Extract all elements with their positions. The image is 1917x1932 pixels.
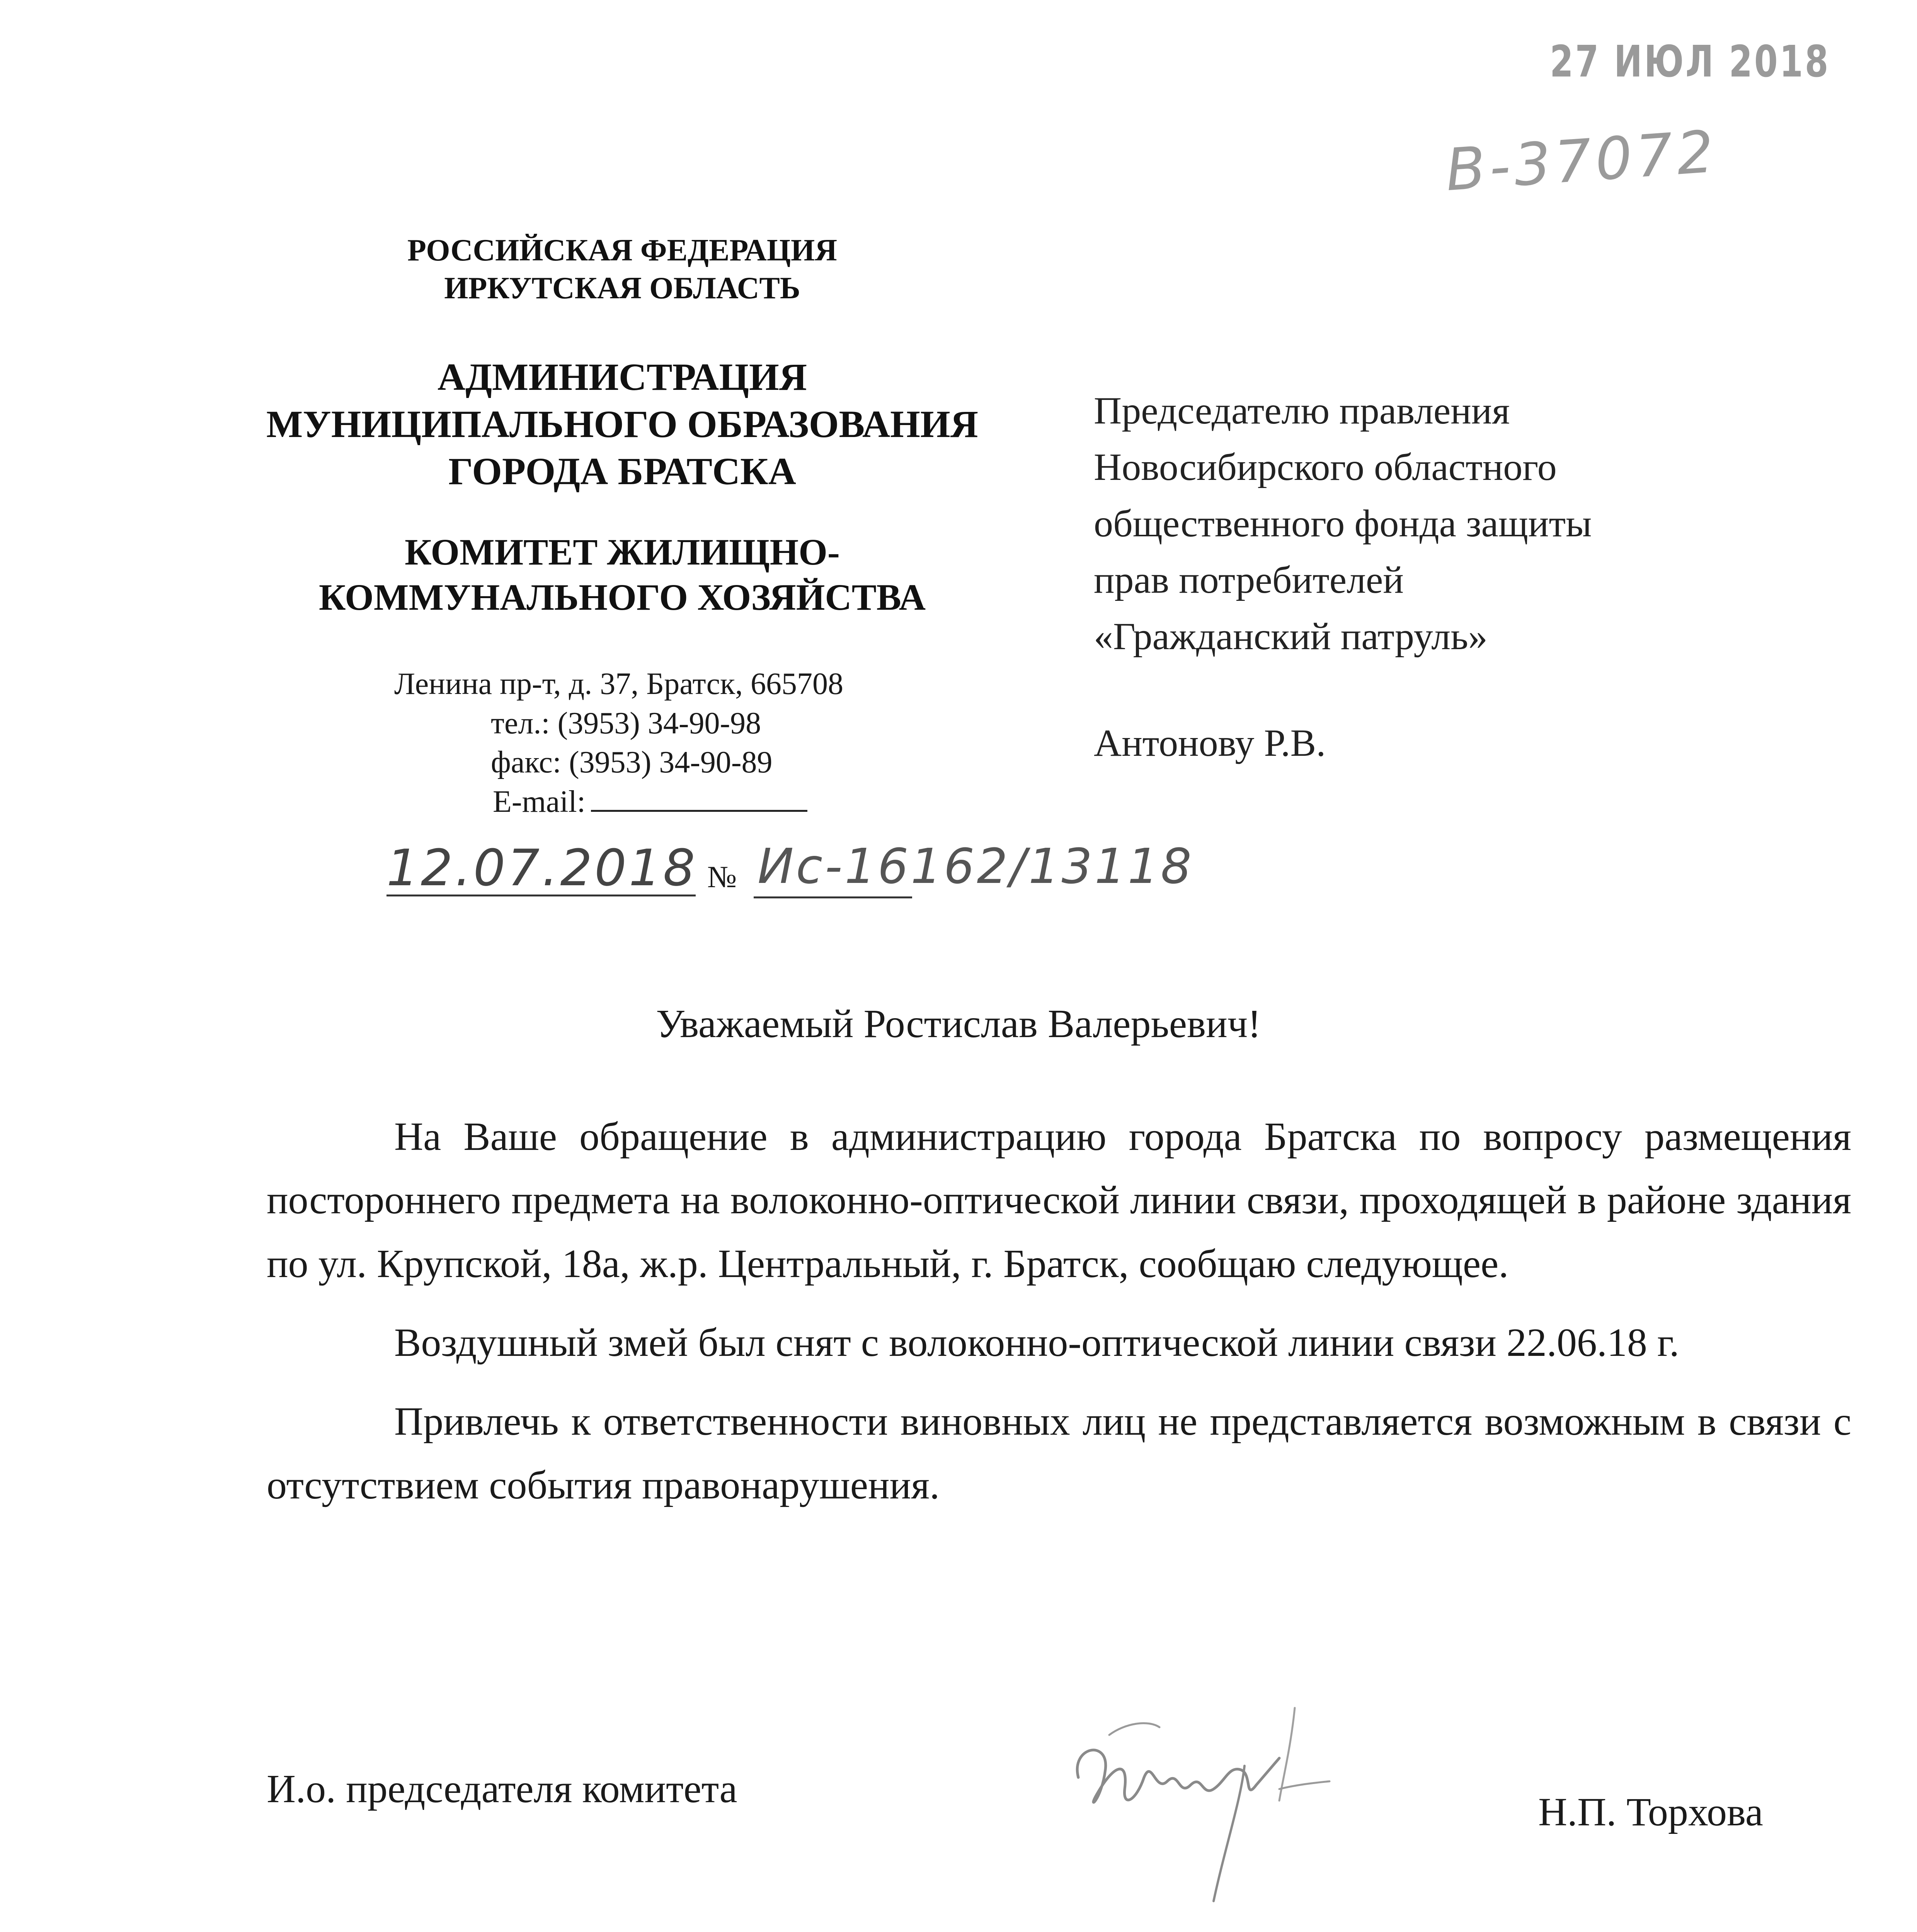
signatory-title: И.о. председателя комитета (267, 1767, 737, 1811)
document-date-handwritten: 12.07.2018 (386, 838, 698, 897)
letter-paragraph-2: Воздушный змей был снят с волоконно-оптической линии связи 22.06.18 г. (394, 1320, 1679, 1365)
letterhead-committee-line-2: КОММУНАЛЬНОГО ХОЗЯЙСТВА (318, 577, 926, 618)
letterhead-contacts (394, 665, 843, 821)
letterhead-committee-line-1: КОМИТЕТ ЖИЛИЩНО- (405, 531, 840, 573)
document-date-underline (386, 895, 696, 896)
recipient-block (1094, 383, 1592, 771)
contact-email-row (493, 782, 843, 822)
letter-paragraph-3: Привлечь к ответственности виновных лиц не представляется возможным в связи с отсутствием события правонарушения. (267, 1399, 1851, 1507)
document-number-label: № (707, 860, 737, 894)
recipient-line-1: Председателю правления (1094, 389, 1510, 432)
signatory-name: Н.П. Торхова (1538, 1790, 1763, 1834)
letterhead-administration (240, 354, 1005, 495)
letterhead-admin-line-2: МУНИЦИПАЛЬНОГО ОБРАЗОВАНИЯ (266, 403, 978, 446)
letterhead-committee (240, 529, 1005, 620)
recipient-line-3: общественного фонда защиты (1094, 502, 1592, 545)
contact-phone: тел.: (3953) 34-90-98 (491, 706, 761, 740)
letterhead-admin-line-3: ГОРОДА БРАТСКА (448, 450, 796, 493)
letter-body (267, 1105, 1851, 1532)
letterhead-country: РОССИЙСКАЯ ФЕДЕРАЦИЯ (407, 233, 838, 267)
registration-number-handwritten: В-37072 (1443, 118, 1720, 204)
letterhead-country-region (240, 232, 1005, 307)
letter-greeting: Уважаемый Ростислав Валерьевич! (656, 1002, 1261, 1046)
contact-fax: факс: (3953) 34-90-89 (491, 745, 773, 780)
letterhead-region: ИРКУТСКАЯ ОБЛАСТЬ (444, 271, 800, 305)
recipient-line-2: Новосибирского областного (1094, 446, 1557, 488)
handwritten-signature (1063, 1700, 1341, 1917)
letterhead-admin-line-1: АДМИНИСТРАЦИЯ (438, 355, 807, 398)
contact-email-label: E-mail: (493, 784, 586, 819)
contact-address: Ленина пр-т, д. 37, Братск, 665708 (394, 667, 843, 701)
letter-paragraph-1: На Ваше обращение в администрацию города Братска по вопросу размещения постороннего предмета на волоконно-оптической линии связи, проходящей в районе здания по ул. Крупской, 18а, ж.р. Центральный, г. Братск, сообщаю следующее. (267, 1114, 1851, 1286)
contact-email-blank (591, 787, 807, 812)
received-date-stamp: 27 ИЮЛ 2018 (1550, 37, 1830, 87)
recipient-line-4: прав потребителей (1094, 558, 1404, 601)
recipient-name: Антонову Р.В. (1094, 721, 1326, 764)
recipient-line-5: «Гражданский патруль» (1094, 615, 1488, 658)
document-date-number-line (386, 838, 1194, 904)
document-number-underline (754, 896, 912, 898)
document-number-handwritten: Ис-16162/13118 (758, 838, 1194, 895)
